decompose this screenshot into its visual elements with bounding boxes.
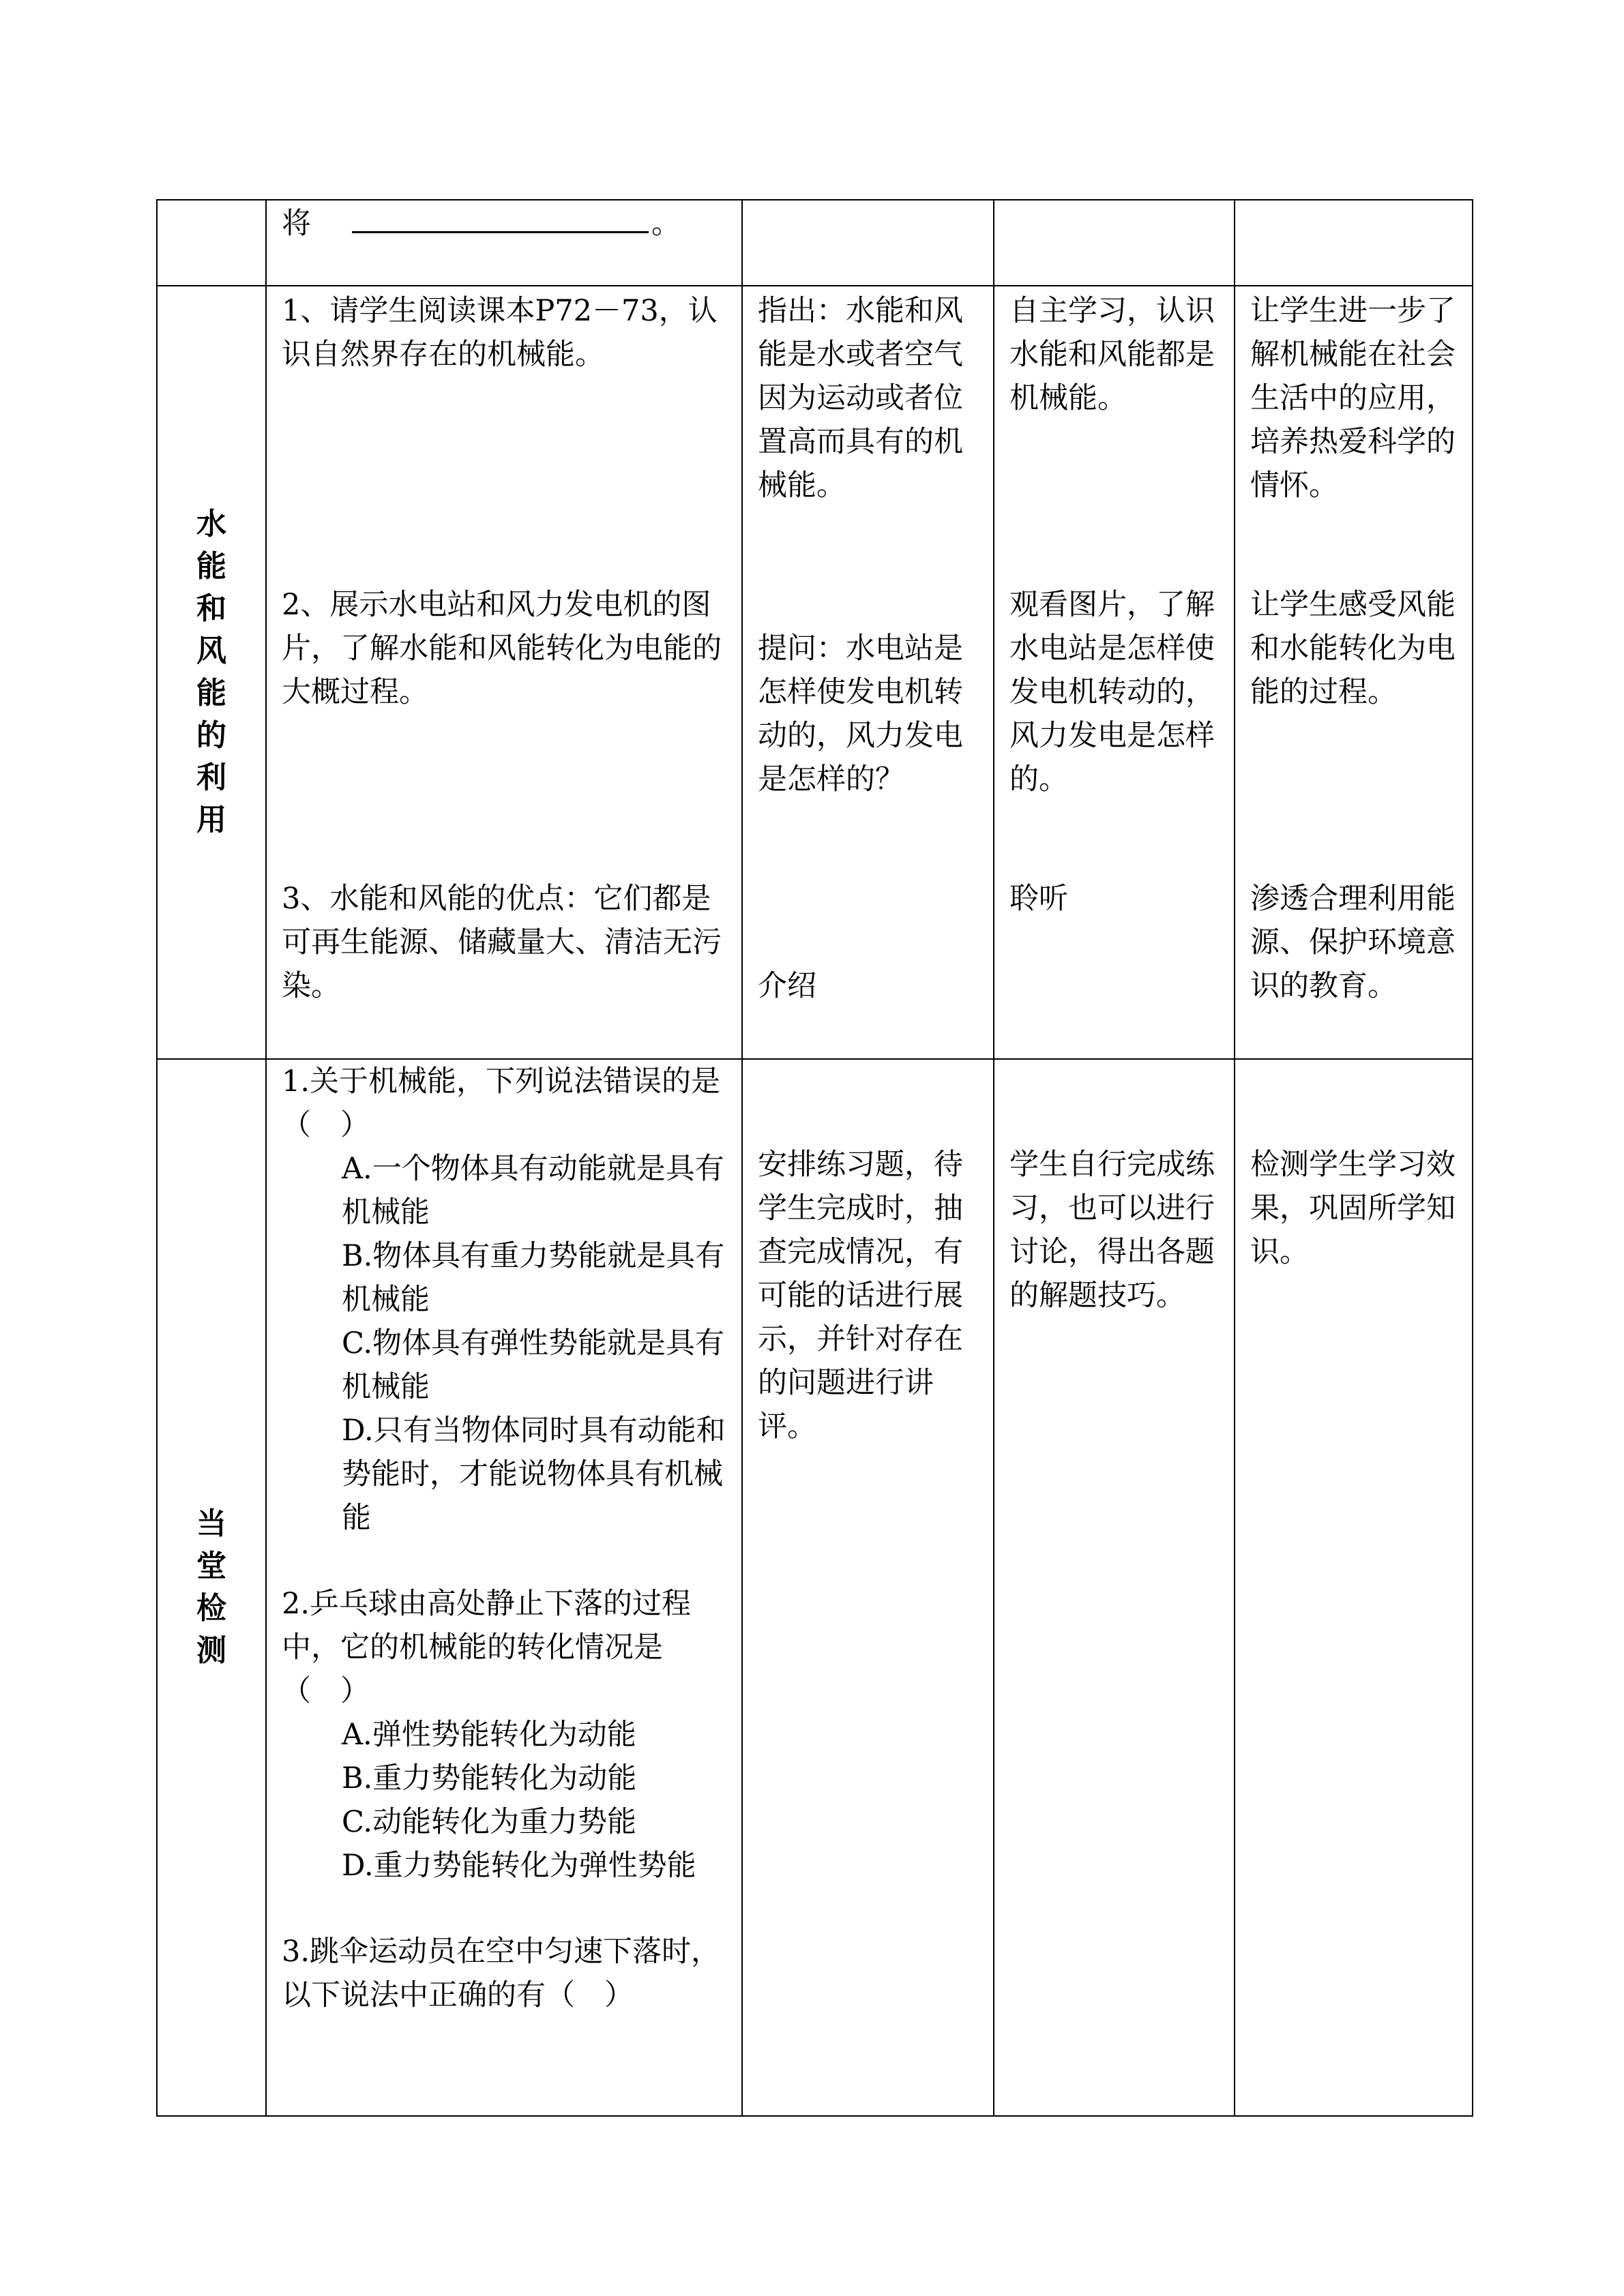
question-option: B.重力势能转化为动能 (342, 1761, 637, 1795)
content-cell (266, 200, 742, 286)
content-item-3: 3、水能和风能的优点：它们都是可再生能源、储藏量大、清洁无污染。 (282, 882, 722, 1003)
section-title-cell (157, 1059, 266, 2116)
question-option: A.一个物体具有动能就是具有机械能 (342, 1152, 724, 1229)
question-option: C.物体具有弹性势能就是具有机械能 (342, 1326, 725, 1404)
student-cell (994, 286, 1235, 1059)
teacher-item-1: 指出：水能和风能是水或者空气因为运动或者位置高而具有的机械能。 (758, 294, 963, 503)
table-row-continuation (157, 200, 1473, 286)
question-option: D.重力势能转化为弹性势能 (342, 1849, 696, 1883)
intent-text: 检测学生学习效果，巩固所学知识。 (1250, 1148, 1456, 1269)
teacher-item-2: 提问：水电站是怎样使发电机转动的，风力发电是怎样的？ (758, 631, 963, 796)
teacher-text: 安排练习题，待学生完成时，抽查完成情况，有可能的话进行展示，并针对存在的问题进行讲评。 (758, 1148, 963, 1444)
section-title: 水能和风能的利用 (196, 506, 226, 837)
teacher-cell (742, 1059, 994, 2116)
student-item-1: 自主学习，认识水能和风能都是机械能。 (1009, 294, 1215, 415)
spacer (282, 1540, 732, 1582)
content-prefix: 将 (282, 207, 311, 241)
question-option: B.物体具有重力势能就是具有机械能 (342, 1239, 725, 1317)
question-2 (282, 1582, 732, 1888)
question-option: C.动能转化为重力势能 (342, 1805, 637, 1839)
question-3 (282, 1930, 732, 2017)
table-row-hydro-wind (157, 286, 1473, 1059)
content-item-2: 2、展示水电站和风力发电机的图片，了解水能和风能转化为电能的大概过程。 (282, 588, 722, 709)
student-item-3: 聆听 (1009, 882, 1068, 916)
content-cell (266, 1059, 742, 2116)
section-title-cell (157, 286, 266, 1059)
intent-cell (1235, 286, 1473, 1059)
lesson-plan-table (156, 199, 1473, 2117)
question-option: A.弹性势能转化为动能 (342, 1718, 636, 1752)
content-cell (266, 286, 742, 1059)
student-text: 学生自行完成练习，也可以进行讨论，得出各题的解题技巧。 (1009, 1148, 1215, 1313)
fill-in-blank (352, 204, 649, 233)
table-row-in-class-test (157, 1059, 1473, 2116)
student-cell (994, 200, 1235, 286)
intent-cell (1235, 200, 1473, 286)
content-suffix: 。 (651, 207, 681, 241)
teacher-item-3: 介绍 (758, 969, 816, 1003)
question-1 (282, 1060, 732, 1540)
question-option: D.只有当物体同时具有动能和势能时，才能说物体具有机械能 (342, 1414, 726, 1535)
student-item-2: 观看图片，了解水电站是怎样使发电机转动的，风力发电是怎样的。 (1009, 588, 1215, 796)
teacher-cell (742, 200, 994, 286)
question-stem: 2.乒乓球由高处静止下落的过程中，它的机械能的转化情况是（ ） (282, 1587, 692, 1708)
intent-item-2: 让学生感受风能和水能转化为电能的过程。 (1250, 588, 1456, 709)
question-stem: 1.关于机械能，下列说法错误的是（ ） (282, 1064, 721, 1142)
intent-item-1: 让学生进一步了解机械能在社会生活中的应用，培养热爱科学的情怀。 (1250, 294, 1456, 503)
question-stem: 3.跳伞运动员在空中匀速下落时，以下说法中正确的有（ ） (282, 1935, 721, 2012)
intent-cell (1235, 1059, 1473, 2116)
section-title: 当堂检测 (196, 1506, 226, 1668)
spacer (282, 1888, 732, 1930)
content-item-1: 1、请学生阅读课本P72－73，认识自然界存在的机械能。 (282, 294, 718, 372)
teacher-cell (742, 286, 994, 1059)
student-cell (994, 1059, 1235, 2116)
section-cell-empty (157, 200, 266, 286)
intent-item-3: 渗透合理利用能源、保护环境意识的教育。 (1250, 882, 1456, 1003)
